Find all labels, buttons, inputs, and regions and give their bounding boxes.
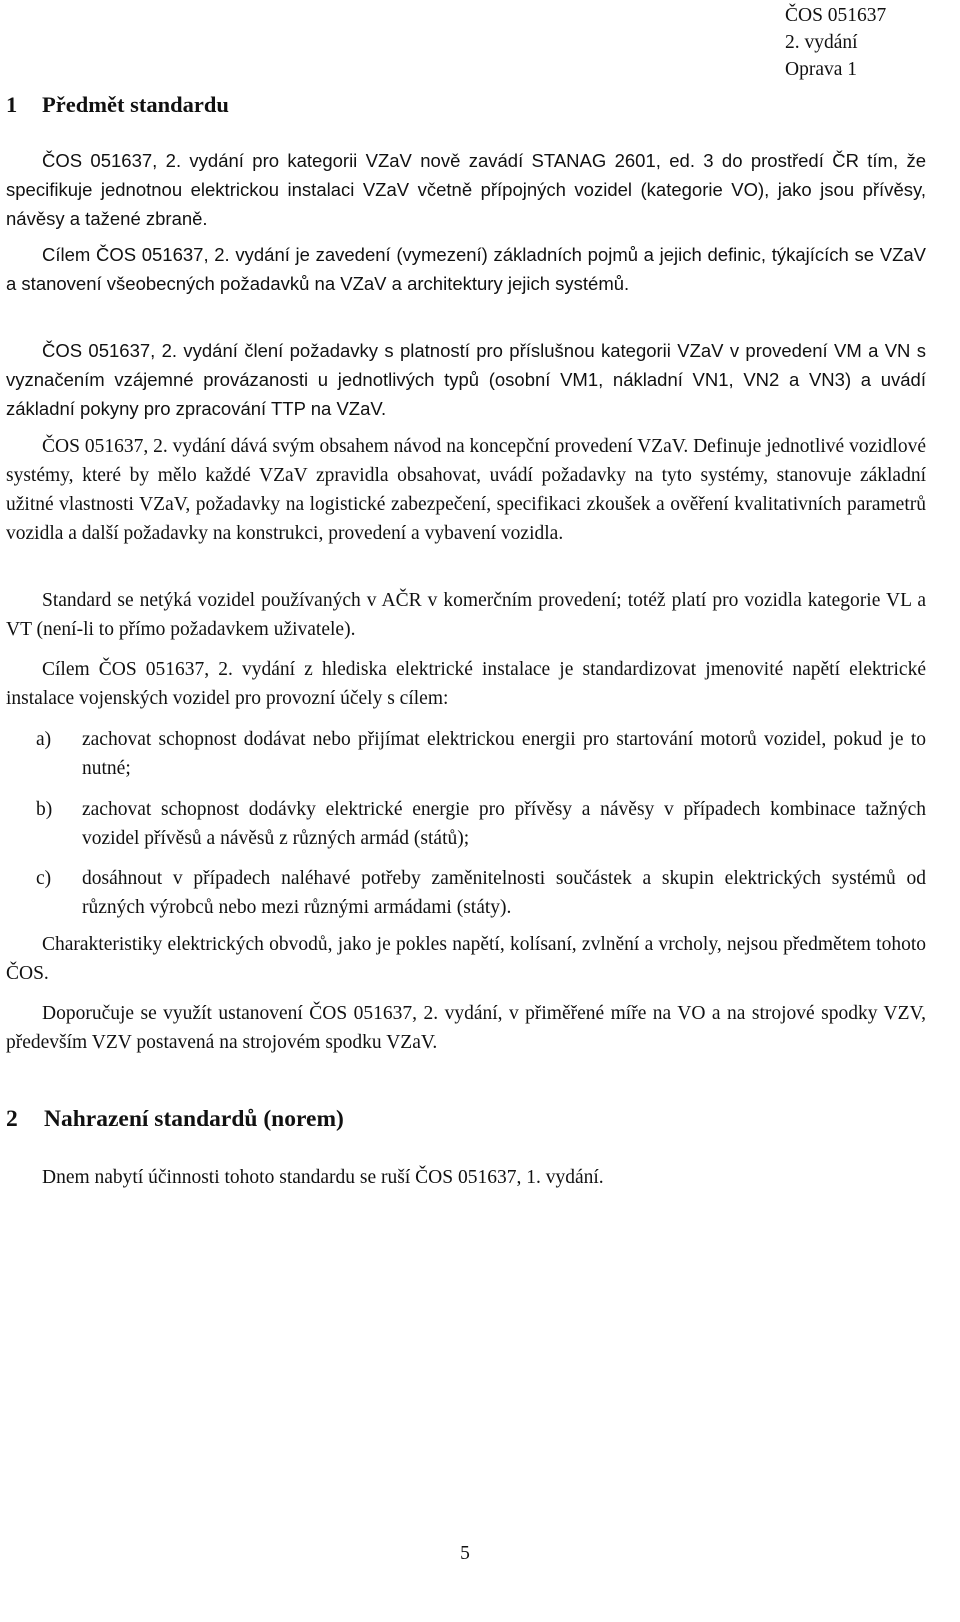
- paragraph: ČOS 051637, 2. vydání pro kategorii VZaV nově zavádí STANAG 2601, ed. 3 do prostředí ČR tím, že specifikuje jednotnou elektrickou instalaci VZaV včetně přípojných vozidel (kategorie VO), jako jsou přívěsy, návěsy a tažené zbraně.: [6, 150, 926, 229]
- standard-code: ČOS 051637: [785, 5, 887, 26]
- paragraph: Doporučuje se využít ustanovení ČOS 051637, 2. vydání, v přiměřené míře na VO a na strojové spodky VZV, především VZV postavená na strojovém spodku VZaV.: [6, 1003, 926, 1053]
- amendment: Oprava 1: [785, 59, 858, 80]
- section-1-heading: [6, 92, 229, 118]
- list-item-text: dosáhnout v případech naléhavé potřeby zaměnitelnosti součástek a skupin elektrických systémů od různých výrobců nebo mezi různými armádami (státy).: [82, 868, 926, 918]
- section-title: Nahrazení standardů (norem): [44, 1106, 344, 1132]
- list-item: [36, 864, 926, 922]
- list-marker: b): [36, 799, 53, 820]
- list-marker: c): [36, 868, 52, 889]
- list-item-text: zachovat schopnost dodávky elektrické energie pro přívěsy a návěsy v případech kombinace tažných vozidel přívěsů a návěsů z různých armád (států);: [82, 799, 926, 849]
- page-number: 5: [460, 1543, 470, 1564]
- section-number: 2: [6, 1106, 18, 1132]
- paragraph: ČOS 051637, 2. vydání člení požadavky s platností pro příslušnou kategorii VZaV v provedení VM a VN s vyznačením vzájemné provázanosti u jednotlivých typů (osobní VM1, nákladní VN1, VN2 a VN3) a uvádí základní pokyny pro zpracování TTP na VZaV.: [6, 340, 926, 419]
- edition: 2. vydání: [785, 32, 858, 53]
- paragraph: Standard se netýká vozidel používaných v AČR v komerčním provedení; totéž platí pro vozidla kategorie VL a VT (není-li to přímo požadavkem uživatele).: [6, 590, 926, 640]
- section-number: 1: [6, 92, 18, 117]
- paragraph: Cílem ČOS 051637, 2. vydání z hlediska elektrické instalace je standardizovat jmenovité napětí elektrické instalace vojenských vozidel pro provozní účely s cílem:: [6, 659, 926, 709]
- paragraph: Cílem ČOS 051637, 2. vydání je zavedení (vymezení) základních pojmů a jejich definic, týkajících se VZaV a stanovení všeobecných požadavků na VZaV a architektury jejich systémů.: [6, 244, 926, 294]
- document-header: [785, 2, 955, 83]
- list-item: [36, 795, 926, 853]
- paragraph: ČOS 051637, 2. vydání dává svým obsahem návod na koncepční provedení VZaV. Definuje jednotlivé vozidlové systémy, které by mělo každé VZaV zpravidla obsahovat, uvádí požadavky na tyto systémy, stanovuje základní užitné vlastnosti VZaV, požadavky na logistické zabezpečení, specifikaci zkoušek a ověření kvalitativních parametrů vozidla a další požadavky na konstrukci, provedení a vybavení vozidla.: [6, 436, 926, 544]
- section-2-heading: [6, 1106, 344, 1133]
- section-title: Předmět standardu: [42, 92, 229, 117]
- list-item-text: zachovat schopnost dodávat nebo přijímat elektrickou energii pro startování motorů vozidel, pokud je to nutné;: [82, 729, 926, 779]
- list-marker: a): [36, 729, 52, 750]
- paragraph: Charakteristiky elektrických obvodů, jako je pokles napětí, kolísaní, zvlnění a vrcholy, nejsou předmětem tohoto ČOS.: [6, 934, 926, 984]
- list-item: [36, 725, 926, 783]
- paragraph: Dnem nabytí účinnosti tohoto standardu se ruší ČOS 051637, 1. vydání.: [42, 1167, 604, 1188]
